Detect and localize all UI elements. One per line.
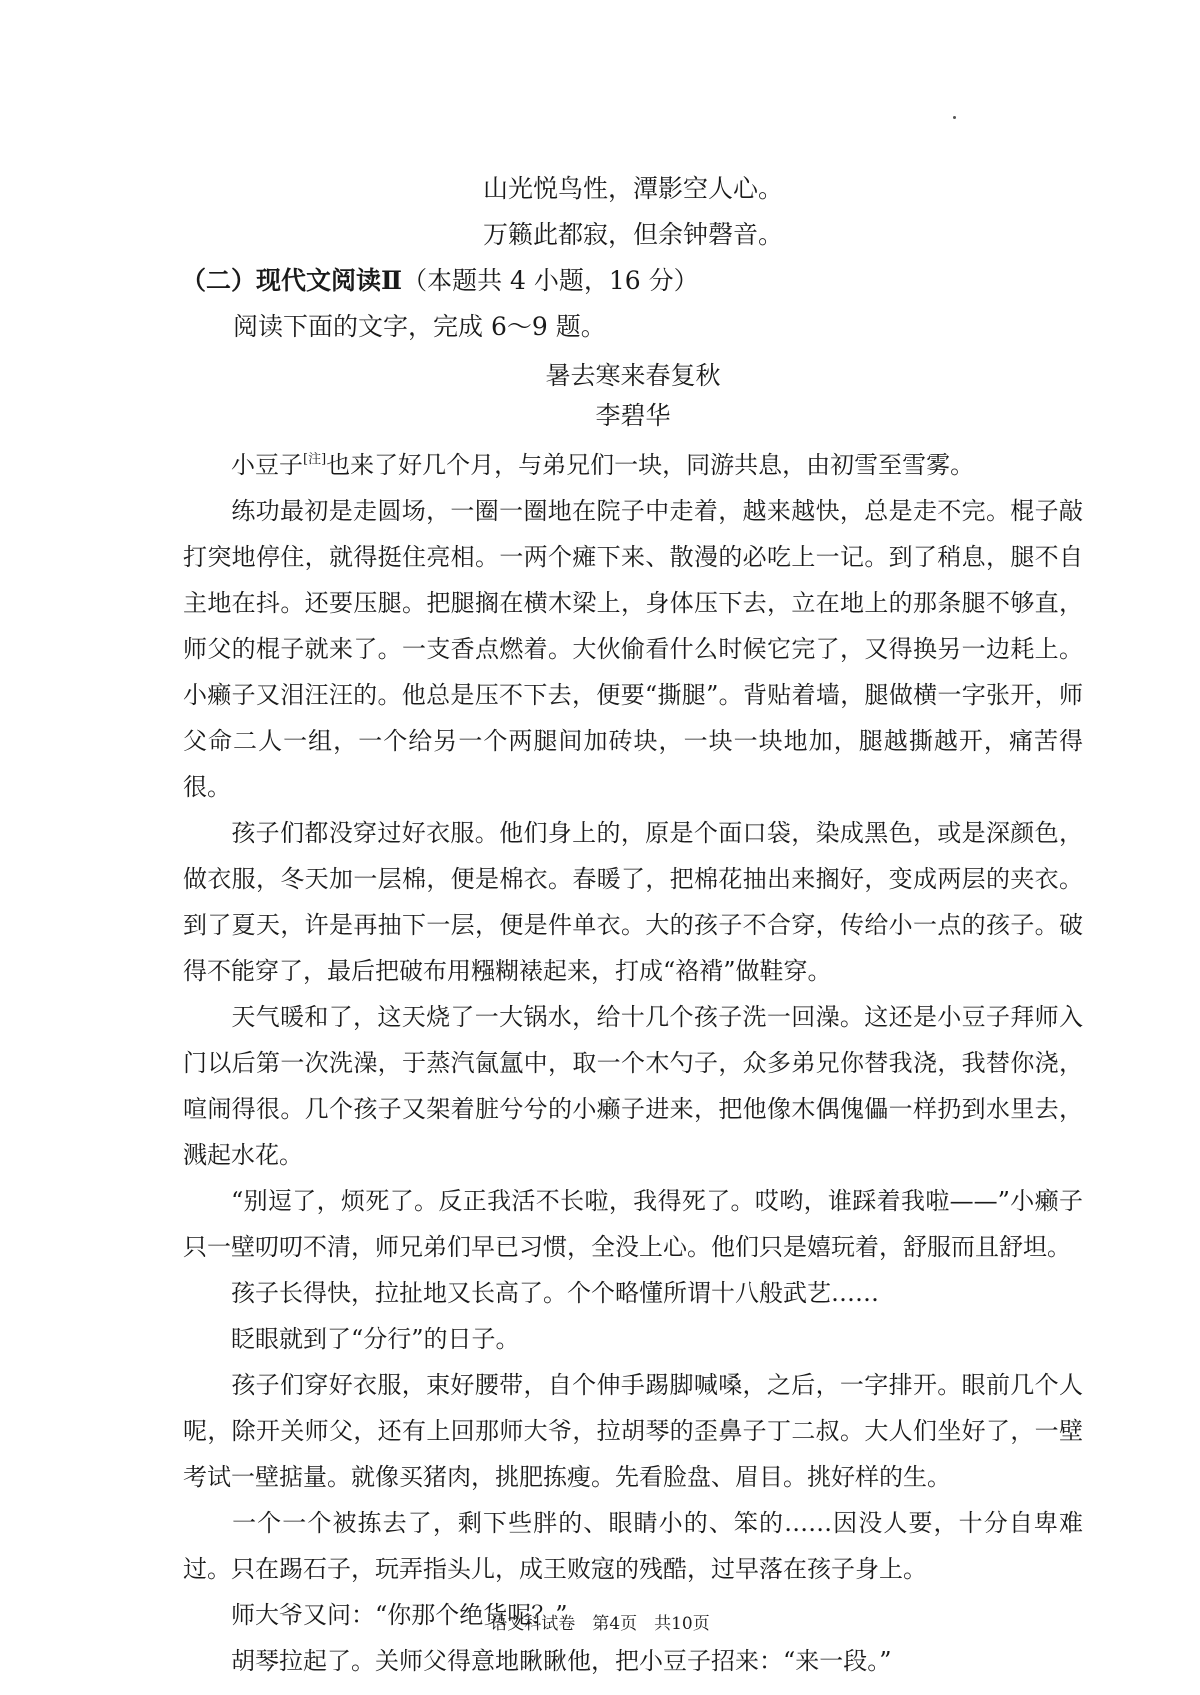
article-paragraph <box>183 1638 1083 1684</box>
article-paragraph <box>183 1316 1083 1362</box>
page-footer: 语文科试卷 第4页 共10页 <box>490 1614 710 1634</box>
article-paragraph <box>183 994 1083 1178</box>
article-paragraph <box>183 1362 1083 1500</box>
section-heading-title: （二）现代文阅读Ⅱ <box>181 266 403 295</box>
poem-line-1: 山光悦鸟性，潭影空人心。 <box>482 174 783 203</box>
paragraph-text: 练功最初是走圆场，一圈一圈地在院子中走着，越来越快，总是走不完。棍子敲打突地停住，就得挺住亮相。一两个瘫下来、散漫的必吃上一记。到了稍息，腿不自主地在抖。还要压腿。把腿搁在横木梁上，身体压下去，立在地上的那条腿不够直，师父的棍子就来了。一支香点燃着。大伙偷看什么时候它完了，又得换另一边耗上。小癞子又泪汪汪的。他总是压不下去，便要“撕腿”。背贴着墙，腿做横一字张开，师父命二人一组，一个给另一个两腿间加砖块，一块一块地加，腿越撕越开，痛苦得很。 <box>183 497 1083 801</box>
section-instruction-text: 阅读下面的文字，完成 6～9 题。 <box>233 312 606 341</box>
article-paragraph <box>183 1500 1083 1592</box>
paragraph-text: 孩子们都没穿过好衣服。他们身上的，原是个面口袋，染成黑色，或是深颜色，做衣服，冬天加一层棉，便是棉衣。春暖了，把棉花抽出来搁好，变成两层的夹衣。到了夏天，许是再抽下一层，便是件单衣。大的孩子不合穿，传给小一点的孩子。破得不能穿了，最后把破布用糨糊裱起来，打成“袼褙”做鞋穿。 <box>183 819 1083 985</box>
article-paragraph <box>183 1178 1083 1270</box>
article-paragraph <box>183 1270 1083 1316</box>
section-heading <box>181 258 1083 304</box>
paragraph-text: 胡琴拉起了。关师父得意地瞅瞅他，把小豆子招来：“来一段。” <box>231 1647 892 1675</box>
article-paragraph <box>183 810 1083 994</box>
section-heading-score: （本题共 4 小题，16 分） <box>402 266 699 295</box>
paragraph-text: 天气暖和了，这天烧了一大锅水，给十几个孩子洗一回澡。这还是小豆子拜师入门以后第一次洗澡，于蒸汽氤氲中，取一个木勺子，众多弟兄你替我浇，我替你浇，喧闹得很。几个孩子又架着脏兮兮的小癞子进来，把他像木偶傀儡一样扔到水里去，溅起水花。 <box>183 1003 1083 1169</box>
article-author: 李碧华 <box>595 401 671 430</box>
paragraph-text: 眨眼就到了“分行”的日子。 <box>231 1325 520 1353</box>
paragraph-text: 师大爷又问：“你那个绝货呢？” <box>231 1601 568 1629</box>
article-paragraph <box>183 488 1083 810</box>
footnote-marker: [注] <box>303 452 327 467</box>
paragraph-text: “别逗了，烦死了。反正我活不长啦，我得死了。哎哟，谁踩着我啦——”小癞子只一壁叨叨不清，师兄弟们早已习惯，全没上心。他们只是嬉玩着，舒服而且舒坦。 <box>183 1187 1083 1261</box>
paragraph-text: 孩子们穿好衣服，束好腰带，自个伸手踢脚喊嗓，之后，一字排开。眼前几个人呢，除开关师父，还有上回那师大爷，拉胡琴的歪鼻子丁二叔。大人们坐好了，一壁考试一壁掂量。就像买猪肉，挑肥拣瘦。先看脸盘、眉目。挑好样的生。 <box>183 1371 1083 1491</box>
section-instruction <box>183 304 1083 350</box>
poem-line-2: 万籁此都寂，但余钟磬音。 <box>482 220 783 249</box>
page-content <box>183 166 1083 1684</box>
scan-dot <box>953 116 956 119</box>
paragraph-text: 一个一个被拣去了，剩下些胖的、眼睛小的、笨的……因没人要，十分自卑难过。只在踢石子，玩弄指头儿，成王败寇的残酷，过早落在孩子身上。 <box>183 1509 1083 1583</box>
paragraph-text: 孩子长得快，拉扯地又长高了。个个略懂所谓十八般武艺…… <box>231 1279 879 1307</box>
paragraph-1-rest: 也来了好几个月，与弟兄们一块，同游共息，由初雪至雪雾。 <box>326 451 975 479</box>
paragraph-1-start: 小豆子 <box>231 451 303 479</box>
article-paragraph-1 <box>183 442 1083 488</box>
article-title: 暑去寒来春复秋 <box>545 361 721 390</box>
